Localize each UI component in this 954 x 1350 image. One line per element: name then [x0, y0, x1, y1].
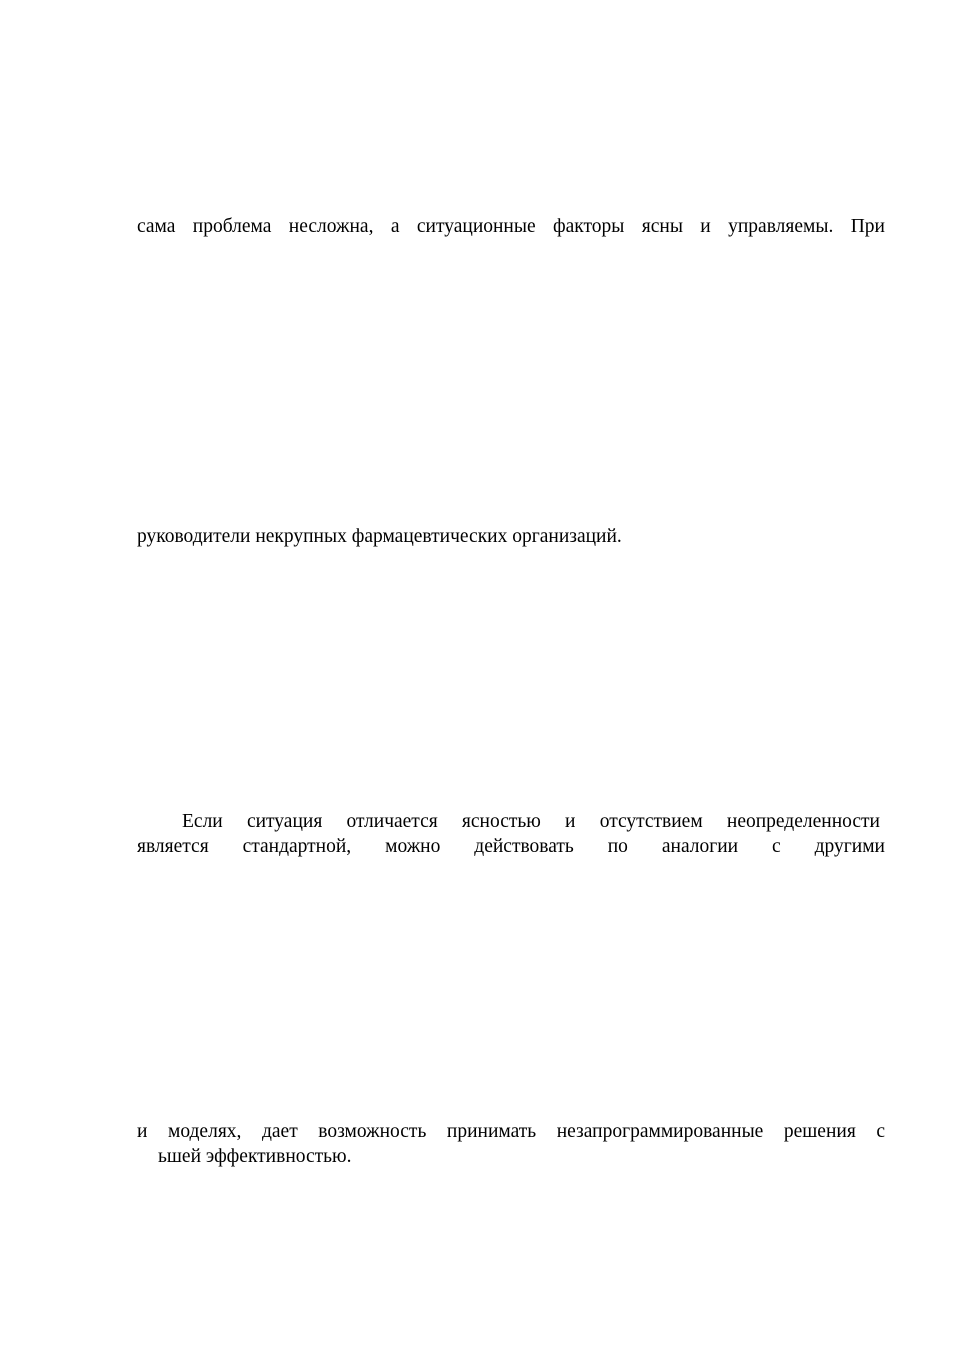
text-line: является стандартной, можно действовать по аналогии с другими [137, 836, 885, 857]
text-line: и моделях, дает возможность принимать незапрограммированные решения с [137, 1121, 885, 1142]
text-line: руководители некрупных фармацевтических организаций. [137, 526, 622, 547]
text-line: сама проблема несложна, а ситуационные факторы ясны и управляемы. При [137, 216, 885, 237]
text-line: ьшей эффективностью. [158, 1146, 352, 1167]
paragraph-first-line: Если ситуация отличается ясностью и отсутствием неопределенности [182, 811, 880, 832]
